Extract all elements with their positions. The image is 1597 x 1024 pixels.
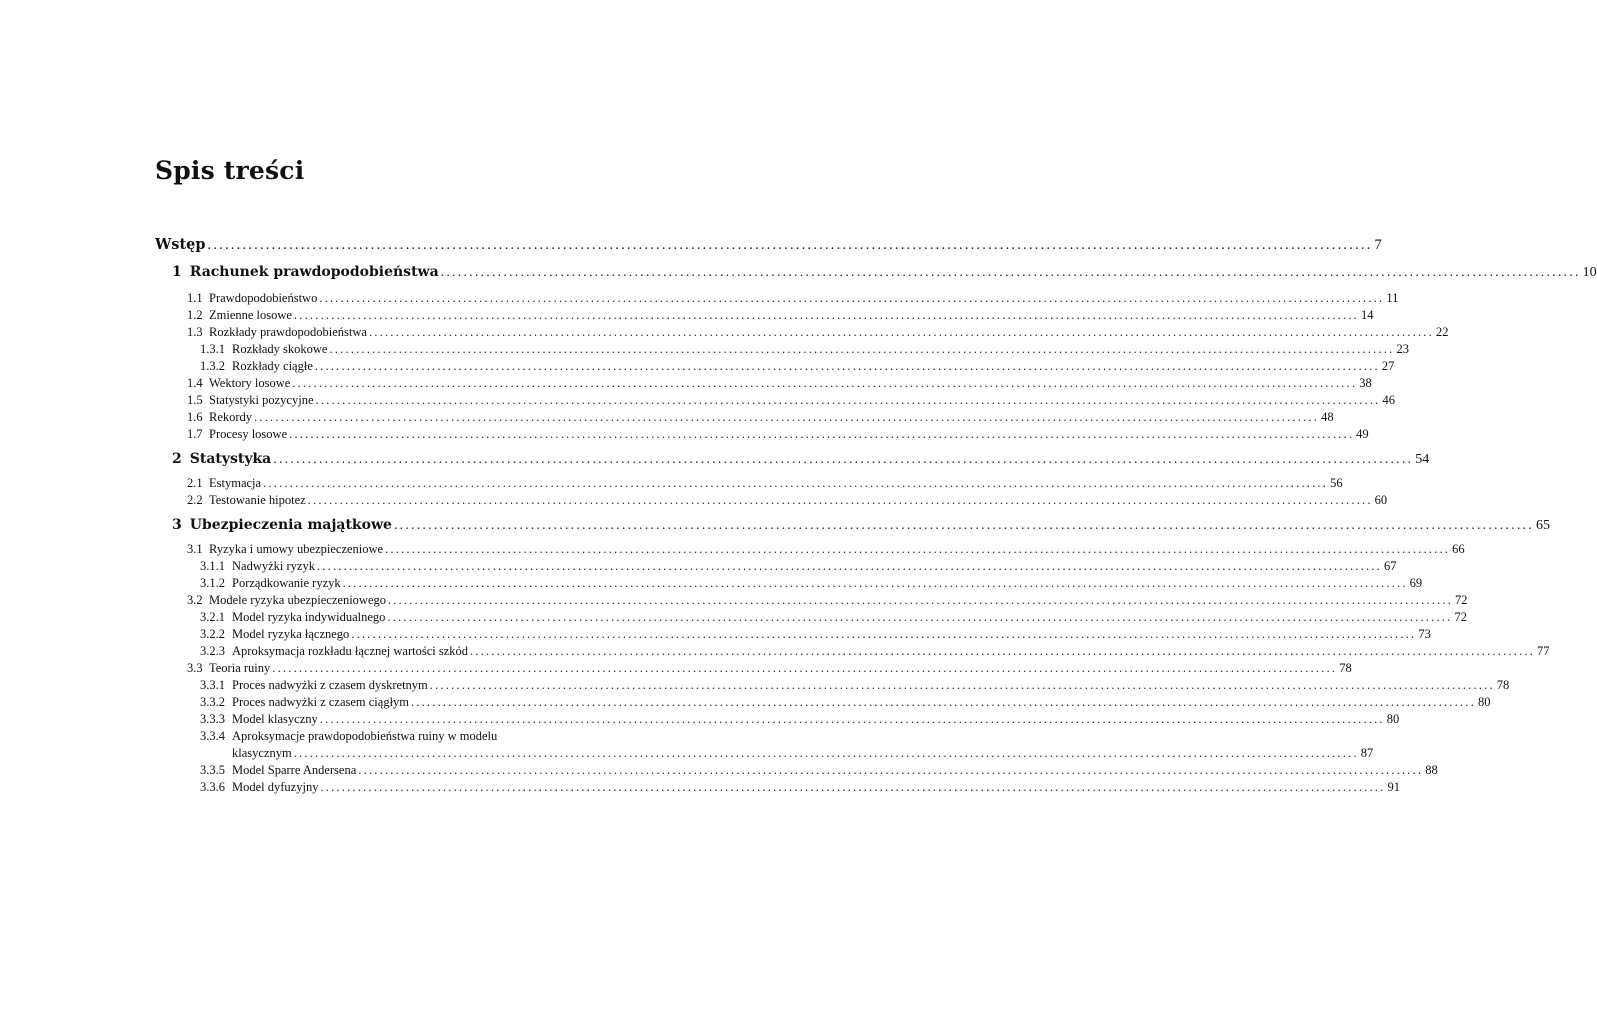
toc-entry-title: Rozkłady prawdopodobieństwa — [209, 325, 367, 339]
toc-entry-label — [200, 678, 428, 693]
toc-entry-title: Rekordy — [209, 410, 253, 424]
toc-entry-title: Zmienne losowe — [209, 308, 292, 322]
toc-page-number: 27 — [1381, 359, 1395, 373]
toc-entry-number: 3.2.3 — [200, 644, 225, 658]
toc-leader-dots: ........................................................................................................................................................................................................ — [470, 644, 1536, 658]
toc-leader-dots: ........................................................................................................................................................................................................ — [293, 308, 1359, 322]
toc-leader-dots: ........................................................................................................................................................................................................ — [358, 763, 1424, 777]
toc-leader-dots: ........................................................................................................................................................................................................ — [289, 427, 1355, 441]
toc-entry-label — [155, 236, 206, 253]
toc-entry[interactable] — [155, 678, 1510, 693]
toc-page-number: 7 — [1374, 237, 1382, 253]
toc-page-number: 11 — [1386, 291, 1399, 305]
toc-leader-dots: ........................................................................................................................................................................................................ — [307, 493, 1373, 507]
toc-entry[interactable] — [155, 451, 1430, 468]
page-title: Spis treści — [155, 156, 305, 185]
toc-entry-title: Modele ryzyka ubezpieczeniowego — [209, 593, 387, 607]
toc-entry-number: 1.3.2 — [200, 359, 225, 373]
toc-entry-number: 3.2.1 — [200, 610, 225, 624]
toc-entry-label — [200, 780, 318, 795]
toc-entry-number: 1 — [172, 264, 182, 280]
toc-entry[interactable] — [155, 427, 1369, 442]
toc-page-number: 48 — [1321, 410, 1334, 424]
toc-entry-title: Rozkłady skokowe — [232, 342, 328, 356]
toc-entry-number: 1.3.1 — [200, 342, 225, 356]
toc-entry-label — [187, 661, 270, 676]
toc-page-number: 87 — [1360, 746, 1374, 760]
toc-entry[interactable] — [155, 695, 1491, 710]
toc-leader-dots: ........................................................................................................................................................................................................ — [385, 542, 1451, 556]
toc-leader-dots: ........................................................................................................................................................................................................ — [207, 237, 1373, 253]
toc-entry-title: Statystyka — [189, 451, 272, 467]
toc-entry[interactable] — [155, 410, 1334, 425]
toc-leader-dots: ........................................................................................................................................................................................................ — [368, 325, 1434, 339]
toc-entry[interactable] — [155, 291, 1399, 306]
toc-entry-title: Nadwyżki ryzyk — [232, 559, 315, 573]
toc-entry-number: 3.3 — [187, 661, 203, 675]
toc-entry-label — [187, 542, 383, 557]
toc-leader-dots: ........................................................................................................................................................................................................ — [388, 593, 1454, 607]
toc-entry-label — [187, 476, 261, 491]
toc-entry[interactable] — [155, 236, 1382, 254]
toc-leader-dots: ........................................................................................................................................................................................................ — [254, 410, 1320, 424]
toc-entry-number: 1.6 — [187, 410, 203, 424]
toc-leader-dots: ........................................................................................................................................................................................................ — [351, 627, 1417, 641]
toc-leader-dots: ........................................................................................................................................................................................................ — [393, 518, 1534, 533]
toc-entry-label — [200, 359, 313, 374]
toc-entry-title: klasycznym — [232, 746, 292, 760]
toc-entry-label — [200, 342, 327, 357]
toc-entry-title: Aproksymacje prawdopodobieństwa ruiny w modelu — [232, 729, 498, 743]
toc-page-number: 56 — [1330, 476, 1343, 490]
toc-entry-number: 2.1 — [187, 476, 203, 490]
toc-page-number: 10 — [1582, 265, 1597, 280]
toc-entry[interactable] — [155, 746, 1374, 761]
toc-entry-number: 1.4 — [187, 376, 203, 390]
toc-entry-title: Aproksymacja rozkładu łącznej wartości szkód — [232, 644, 469, 658]
toc-entry-label — [200, 644, 468, 659]
toc-entry-title: Model ryzyka indywidualnego — [232, 610, 386, 624]
toc-page-number: 60 — [1374, 493, 1388, 507]
toc-entry-title: Procesy losowe — [209, 427, 288, 441]
toc-entry-label — [172, 451, 271, 467]
toc-entry-title: Testowanie hipotez — [209, 493, 306, 507]
toc-entry-label — [187, 410, 252, 425]
toc-entry-label — [232, 746, 292, 761]
toc-entry-number: 3.1.2 — [200, 576, 225, 590]
toc-entry[interactable] — [155, 559, 1397, 574]
toc-entry-label — [187, 325, 367, 340]
toc-entry-number: 3.1.1 — [200, 559, 225, 573]
toc-page-number: 72 — [1455, 593, 1468, 607]
toc-entry[interactable] — [155, 376, 1372, 391]
toc-page-number: 78 — [1339, 661, 1352, 675]
toc-entry[interactable] — [155, 325, 1449, 340]
toc-leader-dots: ........................................................................................................................................................................................................ — [314, 359, 1380, 373]
toc-leader-dots: ........................................................................................................................................................................................................ — [315, 393, 1381, 407]
toc-entry-label — [200, 559, 315, 574]
toc-entry-number: 3 — [172, 517, 182, 533]
toc-page-number: 14 — [1360, 308, 1374, 322]
toc-entry-title: Estymacja — [209, 476, 262, 490]
toc-entry[interactable] — [155, 593, 1468, 608]
toc-entry[interactable] — [155, 644, 1550, 659]
toc-page-number: 78 — [1496, 678, 1510, 692]
toc-leader-dots: ........................................................................................................................................................................................................ — [293, 746, 1359, 760]
toc-entry-number: 3.3.1 — [200, 678, 225, 692]
toc-leader-dots: ........................................................................................................................................................................................................ — [387, 610, 1453, 624]
toc-entry-title: Model ryzyka łącznego — [232, 627, 350, 641]
toc-leader-dots: ........................................................................................................................................................................................................ — [263, 476, 1329, 490]
toc-entry[interactable] — [155, 576, 1423, 591]
toc-entry-title: Ryzyka i umowy ubezpieczeniowe — [209, 542, 384, 556]
toc-page-number: 77 — [1537, 644, 1550, 658]
toc-entry-title: Model klasyczny — [232, 712, 318, 726]
toc-entry-title: Ubezpieczenia majątkowe — [189, 517, 392, 533]
toc-entry-number: 1.5 — [187, 393, 203, 407]
toc-entry[interactable] — [155, 627, 1431, 642]
toc-page-number: 80 — [1386, 712, 1400, 726]
toc-leader-dots: ........................................................................................................................................................................................................ — [292, 376, 1358, 390]
toc-entry-label — [200, 729, 497, 744]
toc-page-number: 91 — [1387, 780, 1400, 794]
toc-entry-title: Porządkowanie ryzyk — [232, 576, 341, 590]
toc-page-number: 72 — [1454, 610, 1467, 624]
toc-leader-dots: ........................................................................................................................................................................................................ — [440, 265, 1581, 280]
toc-entry-title: Rachunek prawdopodobieństwa — [189, 264, 439, 280]
toc-entry-title: Proces nadwyżki z czasem ciągłym — [232, 695, 410, 709]
toc-entry-label — [187, 308, 292, 323]
toc-entry-label — [187, 291, 317, 306]
toc-entry[interactable] — [155, 264, 1597, 281]
toc-page-number: 67 — [1383, 559, 1397, 573]
toc-entry-label — [172, 517, 392, 533]
toc-page-number: 46 — [1382, 393, 1395, 407]
toc-entry[interactable] — [155, 393, 1395, 408]
toc-leader-dots: ........................................................................................................................................................................................................ — [320, 780, 1386, 794]
toc-page-number: 73 — [1418, 627, 1431, 641]
toc-entry-number: 3.3.2 — [200, 695, 225, 709]
toc-page-number: 38 — [1359, 376, 1372, 390]
toc-entry-title: Model Sparre Andersena — [232, 763, 357, 777]
toc-page-number: 88 — [1425, 763, 1438, 777]
toc-page-number: 54 — [1415, 452, 1430, 467]
toc-entry[interactable] — [155, 359, 1395, 374]
toc-entry[interactable] — [155, 661, 1352, 676]
toc-entry-label — [187, 427, 287, 442]
toc-page-number: 22 — [1435, 325, 1449, 339]
toc-entry-title: Rozkłady ciągłe — [232, 359, 313, 373]
toc-entry[interactable] — [155, 610, 1467, 625]
toc-entry-number: 3.1 — [187, 542, 203, 556]
toc-entry-label — [187, 376, 290, 391]
toc-leader-dots: ........................................................................................................................................................................................................ — [342, 576, 1408, 590]
toc-leader-dots: ........................................................................................................................................................................................................ — [273, 452, 1414, 467]
toc-entry-number: 3.2 — [187, 593, 203, 607]
toc-leader-dots: ........................................................................................................................................................................................................ — [319, 712, 1385, 726]
toc-entry-number: 2.2 — [187, 493, 203, 507]
toc-entry-label — [172, 264, 439, 280]
toc-entry-label — [200, 712, 318, 727]
toc-entry[interactable] — [155, 476, 1343, 491]
toc-entry-number: 3.2.2 — [200, 627, 225, 641]
toc-leader-dots: ........................................................................................................................................................................................................ — [316, 559, 1382, 573]
toc-entry-title: Wektory losowe — [209, 376, 291, 390]
toc-entry[interactable] — [155, 780, 1400, 795]
toc-entry[interactable] — [155, 342, 1409, 357]
toc-entry-number: 1.1 — [187, 291, 203, 305]
toc-entry-label — [187, 593, 386, 608]
toc-entry[interactable] — [155, 308, 1374, 323]
toc-entry-title: Model dyfuzyjny — [232, 780, 319, 794]
toc-entry[interactable] — [155, 712, 1400, 727]
toc-entry-title: Teoria ruiny — [209, 661, 271, 675]
toc-entry[interactable] — [155, 517, 1550, 534]
toc-leader-dots: ........................................................................................................................................................................................................ — [272, 661, 1338, 675]
toc-entry-number: 1.7 — [187, 427, 203, 441]
toc-entry-number: 2 — [172, 451, 182, 467]
toc-page-number: 23 — [1396, 342, 1409, 356]
toc-entry-label — [200, 610, 385, 625]
toc-leader-dots: ........................................................................................................................................................................................................ — [411, 695, 1477, 709]
toc-entry-title: Statystyki pozycyjne — [209, 393, 314, 407]
toc-entry-label — [200, 695, 409, 710]
toc-entry-title: Wstęp — [155, 236, 206, 253]
toc-entry-label — [200, 576, 341, 591]
toc-page-number: 65 — [1535, 518, 1550, 533]
toc-entry-label — [200, 763, 356, 778]
toc-entry-title: Proces nadwyżki z czasem dyskretnym — [232, 678, 428, 692]
toc-page-number: 69 — [1409, 576, 1423, 590]
toc-entry-number: 3.3.3 — [200, 712, 225, 726]
toc-entry-label — [187, 493, 306, 508]
toc-entry[interactable] — [155, 763, 1438, 778]
toc-entry-number: 3.3.4 — [200, 729, 225, 743]
toc-entry[interactable] — [155, 493, 1388, 508]
toc-entry[interactable] — [155, 542, 1465, 557]
toc-entry-number: 1.3 — [187, 325, 203, 339]
toc-entry-number: 3.3.5 — [200, 763, 225, 777]
toc-entry-title: Prawdopodobieństwo — [209, 291, 318, 305]
toc-leader-dots: ........................................................................................................................................................................................................ — [329, 342, 1395, 356]
toc-entry[interactable] — [155, 729, 589, 744]
toc-entry-number: 3.3.6 — [200, 780, 225, 794]
toc-entry-number: 1.2 — [187, 308, 203, 322]
toc-page-number: 49 — [1356, 427, 1369, 441]
toc-entry-label — [187, 393, 314, 408]
toc-leader-dots: ........................................................................................................................................................................................................ — [429, 678, 1495, 692]
toc-entry-label — [200, 627, 349, 642]
toc-page-number: 66 — [1452, 542, 1465, 556]
toc-leader-dots: ........................................................................................................................................................................................................ — [319, 291, 1385, 305]
toc-page-number: 80 — [1478, 695, 1491, 709]
